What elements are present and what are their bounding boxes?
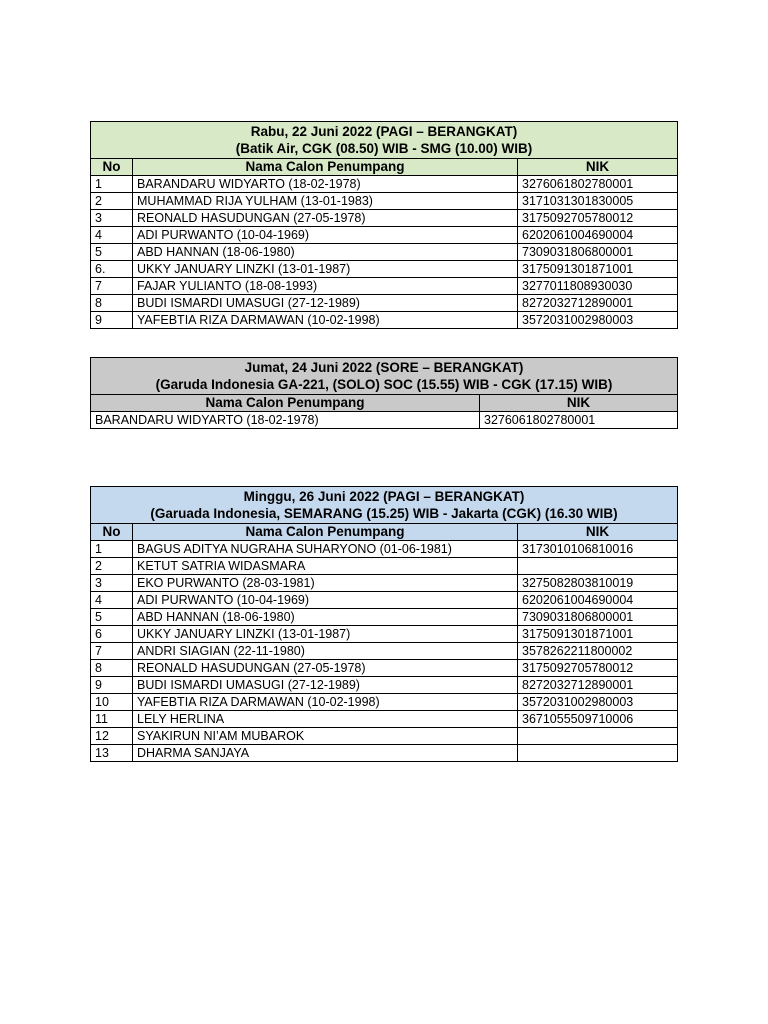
- schedule-table-1: [90, 121, 678, 329]
- passenger-nik: 3276061802780001: [480, 412, 678, 429]
- passenger-name: BAGUS ADITYA NUGRAHA SUHARYONO (01-06-1981): [133, 541, 518, 558]
- column-headers: [91, 395, 678, 412]
- table-row: [91, 575, 678, 592]
- row-number: 11: [91, 711, 133, 728]
- row-number: 6.: [91, 261, 133, 278]
- table-row: [91, 295, 678, 312]
- passenger-nik: 3578262211800002: [518, 643, 678, 660]
- row-number: 5: [91, 244, 133, 261]
- table-row: [91, 412, 678, 429]
- table-row: [91, 643, 678, 660]
- passenger-nik: 8272032712890001: [518, 677, 678, 694]
- passenger-nik: 6202061004690004: [518, 592, 678, 609]
- flight-route: (Garuada Indonesia, SEMARANG (15.25) WIB - Jakarta (CGK) (16.30 WIB): [150, 506, 618, 521]
- passenger-name: UKKY JANUARY LINZKI (13-01-1987): [133, 626, 518, 643]
- table-header: [91, 487, 678, 524]
- schedule-table-3: [90, 486, 678, 762]
- passenger-name: REONALD HASUDUNGAN (27-05-1978): [133, 660, 518, 677]
- passenger-name: ADI PURWANTO (10-04-1969): [133, 227, 518, 244]
- passenger-nik: 3175091301871001: [518, 261, 678, 278]
- col-no: No: [91, 524, 133, 541]
- passenger-name: DHARMA SANJAYA: [133, 745, 518, 762]
- table-row: [91, 541, 678, 558]
- passenger-nik: 3175091301871001: [518, 626, 678, 643]
- col-name: Nama Calon Penumpang: [91, 395, 480, 412]
- table-row: [91, 312, 678, 329]
- row-number: 1: [91, 541, 133, 558]
- table-row: [91, 558, 678, 575]
- table-row: [91, 193, 678, 210]
- passenger-name: YAFEBTIA RIZA DARMAWAN (10-02-1998): [133, 694, 518, 711]
- passenger-name: KETUT SATRIA WIDASMARA: [133, 558, 518, 575]
- row-number: 8: [91, 295, 133, 312]
- table-row: [91, 677, 678, 694]
- passenger-nik: 3173010106810016: [518, 541, 678, 558]
- table-row: [91, 210, 678, 227]
- col-nik: NIK: [518, 159, 678, 176]
- passenger-name: SYAKIRUN NI’AM MUBAROK: [133, 728, 518, 745]
- passenger-nik: 3277011808930030: [518, 278, 678, 295]
- passenger-name: YAFEBTIA RIZA DARMAWAN (10-02-1998): [133, 312, 518, 329]
- row-number: 13: [91, 745, 133, 762]
- col-name: Nama Calon Penumpang: [133, 159, 518, 176]
- flight-date: Jumat, 24 Juni 2022 (SORE – BERANGKAT): [244, 360, 524, 375]
- row-number: 2: [91, 558, 133, 575]
- passenger-name: LELY HERLINA: [133, 711, 518, 728]
- flight-date: Minggu, 26 Juni 2022 (PAGI – BERANGKAT): [243, 489, 525, 504]
- passenger-nik: 6202061004690004: [518, 227, 678, 244]
- row-number: 5: [91, 609, 133, 626]
- col-no: No: [91, 159, 133, 176]
- passenger-nik: 3175092705780012: [518, 660, 678, 677]
- table-row: [91, 711, 678, 728]
- passenger-nik: 3572031002980003: [518, 312, 678, 329]
- row-number: 9: [91, 677, 133, 694]
- passenger-nik: [518, 728, 678, 745]
- row-number: 3: [91, 575, 133, 592]
- passenger-name: BUDI ISMARDI UMASUGI (27-12-1989): [133, 295, 518, 312]
- passenger-name: UKKY JANUARY LINZKI (13-01-1987): [133, 261, 518, 278]
- table-row: [91, 728, 678, 745]
- passenger-nik: [518, 558, 678, 575]
- table-row: [91, 626, 678, 643]
- row-number: 12: [91, 728, 133, 745]
- passenger-name: ANDRI SIAGIAN (22-11-1980): [133, 643, 518, 660]
- passenger-nik: 3175092705780012: [518, 210, 678, 227]
- col-nik: NIK: [518, 524, 678, 541]
- table-row: [91, 261, 678, 278]
- row-number: 3: [91, 210, 133, 227]
- passenger-nik: 3171031301830005: [518, 193, 678, 210]
- col-nik: NIK: [480, 395, 678, 412]
- table-row: [91, 227, 678, 244]
- row-number: 9: [91, 312, 133, 329]
- passenger-name: BARANDARU WIDYARTO (18-02-1978): [133, 176, 518, 193]
- passenger-name: EKO PURWANTO (28-03-1981): [133, 575, 518, 592]
- passenger-nik: 7309031806800001: [518, 609, 678, 626]
- passenger-name: BUDI ISMARDI UMASUGI (27-12-1989): [133, 677, 518, 694]
- flight-title: [91, 122, 678, 159]
- passenger-name: ADI PURWANTO (10-04-1969): [133, 592, 518, 609]
- passenger-nik: [518, 745, 678, 762]
- row-number: 10: [91, 694, 133, 711]
- table-row: [91, 592, 678, 609]
- row-number: 8: [91, 660, 133, 677]
- row-number: 4: [91, 592, 133, 609]
- passenger-name: MUHAMMAD RIJA YULHAM (13-01-1983): [133, 193, 518, 210]
- passenger-nik: 8272032712890001: [518, 295, 678, 312]
- row-number: 7: [91, 643, 133, 660]
- passenger-nik: 3275082803810019: [518, 575, 678, 592]
- passenger-name: REONALD HASUDUNGAN (27-05-1978): [133, 210, 518, 227]
- passenger-nik: 7309031806800001: [518, 244, 678, 261]
- schedule-table-2: [90, 357, 678, 429]
- col-name: Nama Calon Penumpang: [133, 524, 518, 541]
- row-number: 7: [91, 278, 133, 295]
- table-row: [91, 694, 678, 711]
- row-number: 2: [91, 193, 133, 210]
- column-headers: [91, 159, 678, 176]
- row-number: 4: [91, 227, 133, 244]
- passenger-name: ABD HANNAN (18-06-1980): [133, 244, 518, 261]
- passenger-nik: 3671055509710006: [518, 711, 678, 728]
- table-header: [91, 122, 678, 159]
- flight-date: Rabu, 22 Juni 2022 (PAGI – BERANGKAT): [250, 124, 518, 139]
- table-row: [91, 278, 678, 295]
- flight-title: [91, 358, 678, 395]
- row-number: 6: [91, 626, 133, 643]
- row-number: 1: [91, 176, 133, 193]
- passenger-name: ABD HANNAN (18-06-1980): [133, 609, 518, 626]
- table-row: [91, 660, 678, 677]
- passenger-nik: 3276061802780001: [518, 176, 678, 193]
- table-row: [91, 745, 678, 762]
- passenger-name: FAJAR YULIANTO (18-08-1993): [133, 278, 518, 295]
- table-row: [91, 176, 678, 193]
- flight-route: (Batik Air, CGK (08.50) WIB - SMG (10.00) WIB): [235, 141, 533, 156]
- table-header: [91, 358, 678, 395]
- flight-route: (Garuda Indonesia GA-221, (SOLO) SOC (15.55) WIB - CGK (17.15) WIB): [155, 377, 613, 392]
- passenger-nik: 3572031002980003: [518, 694, 678, 711]
- table-row: [91, 609, 678, 626]
- passenger-name: BARANDARU WIDYARTO (18-02-1978): [91, 412, 480, 429]
- table-row: [91, 244, 678, 261]
- column-headers: [91, 524, 678, 541]
- flight-title: [91, 487, 678, 524]
